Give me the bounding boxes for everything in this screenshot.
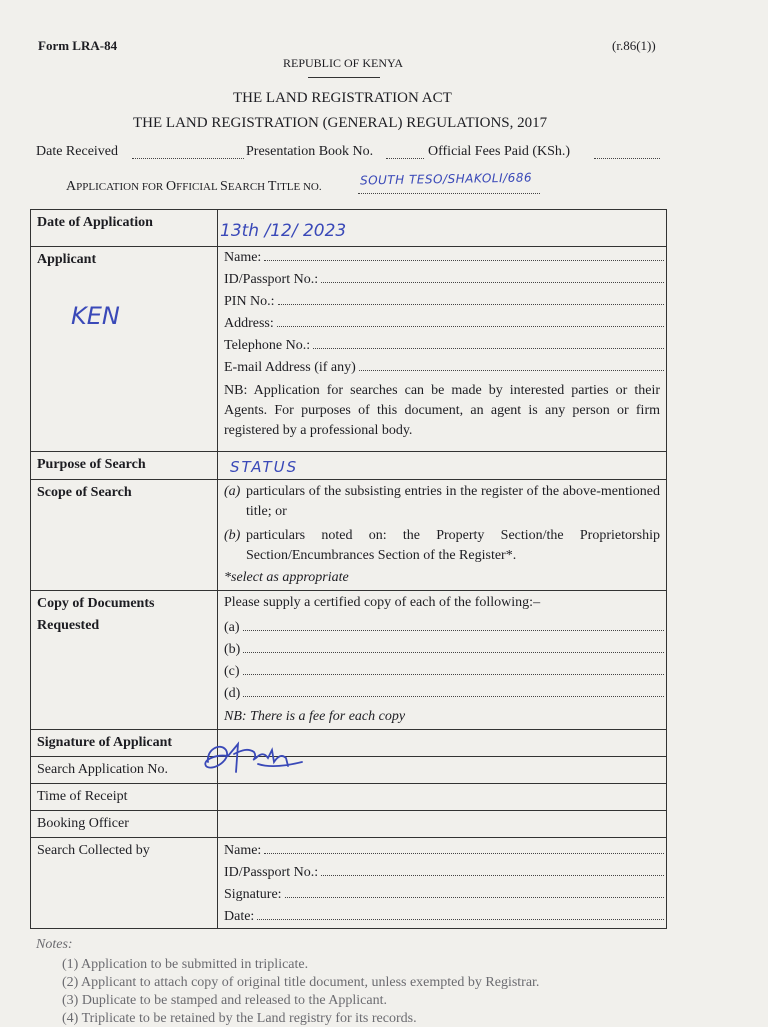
copy-item-b[interactable] [218, 639, 666, 661]
applicant-address-row[interactable] [218, 313, 666, 335]
heading-text-s: EARCH [227, 181, 268, 193]
republic-underline [308, 77, 380, 78]
heading-text-t: ITLE NO. [276, 181, 322, 193]
search-application-no-label: Search Application No. [31, 757, 218, 784]
search-collected-by-details [218, 838, 667, 929]
purpose-of-search-value: STATUS [230, 458, 299, 476]
scope-of-search-label: Scope of Search [31, 480, 218, 591]
applicant-email-label: E-mail Address (if any) [224, 360, 356, 375]
note-item-3: (3) Duplicate to be stamped and released to the Applicant. [62, 993, 388, 1008]
purpose-of-search-cell[interactable] [218, 452, 667, 480]
heading-cap-o: O [165, 179, 177, 194]
applicant-label [31, 247, 218, 452]
copy-item-d-key: (d) [224, 686, 241, 701]
collector-signature-row[interactable] [218, 884, 666, 906]
date-received-dots [132, 158, 244, 159]
date-of-application-cell[interactable] [218, 210, 667, 247]
scope-option-a[interactable] [218, 482, 666, 522]
copy-item-a[interactable] [218, 617, 666, 639]
scope-select-note: *select as appropriate [224, 570, 349, 585]
scope-option-a-key: (a) [224, 484, 241, 499]
applicant-details [218, 247, 667, 452]
fees-paid-dots [594, 158, 660, 159]
copy-item-a-key: (a) [224, 620, 240, 635]
applicant-handwritten: KEN [71, 302, 120, 330]
note-item-2: (2) Applicant to attach copy of original title document, unless exempted by Registrar. [62, 975, 540, 990]
collector-id-row[interactable] [218, 862, 666, 884]
collector-date-label: Date: [224, 909, 255, 924]
applicant-label-text: Applicant [37, 252, 97, 267]
booking-officer-label: Booking Officer [31, 811, 218, 838]
collector-id-label: ID/Passport No.: [224, 865, 319, 880]
purpose-of-search-label: Purpose of Search [31, 452, 218, 480]
copies-fee-note: NB: There is a fee for each copy [224, 709, 406, 724]
collector-name-label: Name: [224, 843, 262, 858]
signature-of-applicant-label: Signature of Applicant [31, 730, 218, 757]
application-form-table [30, 209, 667, 929]
note-item-4: (4) Triplicate to be retained by the Land registry for its records. [62, 1011, 417, 1026]
search-collected-by-label: Search Collected by [31, 838, 218, 929]
act-title: THE LAND REGISTRATION ACT [233, 90, 452, 106]
applicant-id-label: ID/Passport No.: [224, 272, 319, 287]
notes-heading: Notes: [36, 937, 73, 952]
applicant-name-label: Name: [224, 250, 262, 265]
heading-text-o: FFICIAL [176, 181, 221, 193]
regulations-title: THE LAND REGISTRATION (GENERAL) REGULATIONS, 2017 [133, 115, 548, 131]
copy-item-c-key: (c) [224, 664, 240, 679]
copy-of-documents-cell [218, 591, 667, 730]
form-number: Form LRA-84 [38, 38, 118, 53]
applicant-pin-label: PIN No.: [224, 294, 275, 309]
title-no-dots [358, 193, 540, 194]
date-of-application-value: 13th /12/ 2023 [220, 221, 347, 241]
republic-heading: REPUBLIC OF KENYA [283, 56, 404, 70]
title-number-handwritten: SOUTH TESO/SHAKOLI/686 [359, 170, 533, 188]
applicant-telephone-label: Telephone No.: [224, 338, 311, 353]
applicant-signature-scribble [198, 732, 308, 782]
time-of-receipt-label: Time of Receipt [31, 784, 218, 811]
copies-intro: Please supply a certified copy of each of the following:– [224, 595, 541, 610]
scope-option-b-key: (b) [224, 528, 241, 543]
scope-option-b-text: particulars noted on: the Property Section/the Proprietorship Section/Encumbrances Section of the Register*. [246, 528, 660, 563]
collector-signature-label: Signature: [224, 887, 282, 902]
heading-cap-a: A [66, 179, 77, 194]
heading-cap-t: T [267, 179, 277, 194]
copy-item-d[interactable] [218, 683, 666, 705]
heading-cap-s: S [220, 179, 228, 194]
applicant-address-label: Address: [224, 316, 274, 331]
rule-reference: (r.86(1)) [612, 38, 656, 53]
collector-name-row[interactable] [218, 840, 666, 862]
heading-text-a: PPLICATION FOR [76, 181, 166, 193]
applicant-email-row[interactable] [218, 357, 666, 379]
scope-of-search-options [218, 480, 667, 591]
scope-option-a-text: particulars of the subsisting entries in the register of the above-mentioned title; or [246, 484, 660, 519]
fees-paid-label: Official Fees Paid (KSh.) [428, 144, 571, 159]
presentation-book-label: Presentation Book No. [246, 144, 374, 159]
applicant-id-row[interactable] [218, 269, 666, 291]
note-item-1: (1) Application to be submitted in triplicate. [62, 957, 309, 972]
booking-officer-cell[interactable] [218, 811, 667, 838]
collector-date-row[interactable] [218, 906, 666, 928]
application-heading [66, 177, 322, 195]
applicant-agent-note: NB: Application for searches can be made by interested parties or their Agents. For purposes of this document, an agent is any person or firm registered by a professional body. [224, 383, 660, 438]
presentation-book-dots [386, 158, 424, 159]
applicant-name-row[interactable] [218, 247, 666, 269]
date-of-application-label: Date of Application [31, 210, 218, 247]
copy-item-c[interactable] [218, 661, 666, 683]
time-of-receipt-cell[interactable] [218, 784, 667, 811]
copy-of-documents-label: Copy of Documents Requested [31, 591, 218, 730]
applicant-pin-row[interactable] [218, 291, 666, 313]
applicant-telephone-row[interactable] [218, 335, 666, 357]
scope-option-b[interactable] [218, 526, 666, 566]
date-received-label: Date Received [36, 144, 119, 159]
copy-item-b-key: (b) [224, 642, 241, 657]
